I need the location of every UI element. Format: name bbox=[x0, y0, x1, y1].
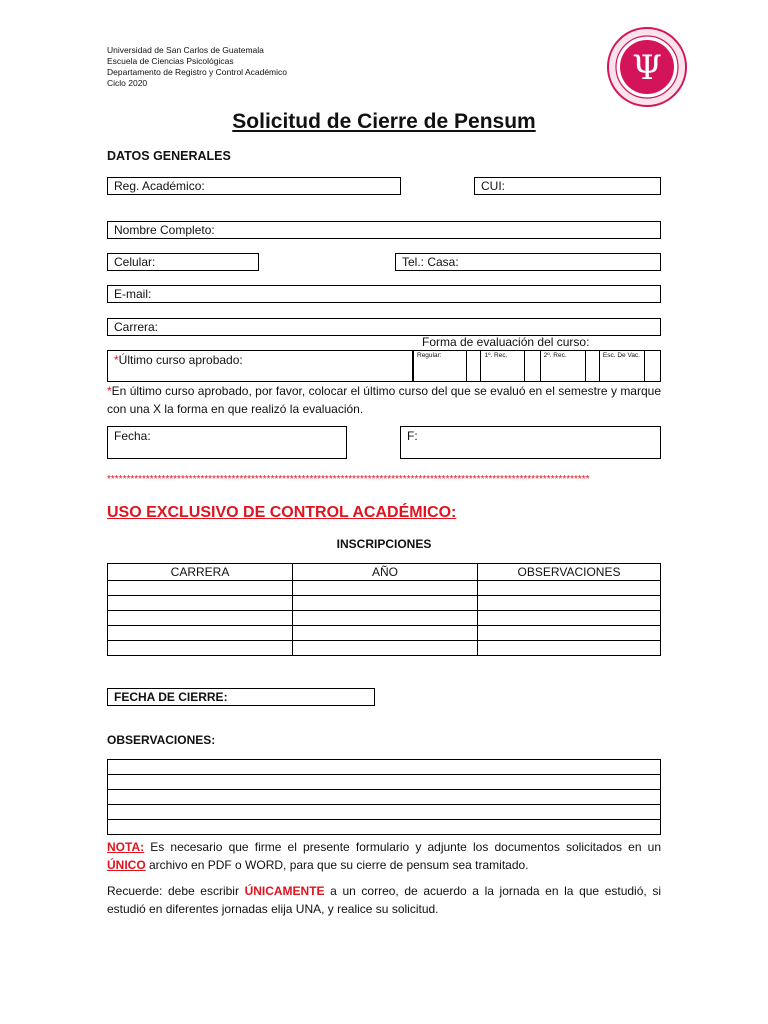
option-esc-vac-checkbox[interactable] bbox=[645, 351, 661, 382]
option-regular-checkbox[interactable] bbox=[467, 351, 481, 382]
carrera-field[interactable] bbox=[107, 318, 661, 336]
option-esc-vac-label: Esc. De Vac. bbox=[599, 351, 644, 382]
recuerde-paragraph bbox=[107, 882, 661, 918]
column-header-ano: AÑO bbox=[293, 564, 478, 581]
observaciones-cell[interactable] bbox=[108, 760, 661, 775]
observaciones-cell[interactable] bbox=[108, 805, 661, 820]
cui-field[interactable] bbox=[474, 177, 661, 195]
table-cell[interactable] bbox=[108, 626, 293, 641]
table-row[interactable] bbox=[108, 626, 661, 641]
observaciones-row[interactable] bbox=[108, 775, 661, 790]
header-line: Departamento de Registro y Control Académico bbox=[107, 67, 288, 77]
column-header-carrera: CARRERA bbox=[108, 564, 293, 581]
fecha-cierre-label: FECHA DE CIERRE: bbox=[114, 690, 228, 704]
nota-unico: ÚNICO bbox=[107, 858, 146, 872]
observaciones-cell[interactable] bbox=[108, 775, 661, 790]
reg-academico-field[interactable] bbox=[107, 177, 401, 195]
firma-label: F: bbox=[407, 429, 418, 443]
fecha-field[interactable] bbox=[107, 426, 347, 459]
institution-header bbox=[107, 45, 287, 89]
table-cell[interactable] bbox=[293, 641, 478, 656]
table-cell[interactable] bbox=[293, 581, 478, 596]
nombre-completo-field[interactable] bbox=[107, 221, 661, 239]
table-cell[interactable] bbox=[108, 611, 293, 626]
nota-text-1: Es necesario que firme el presente formulario y adjunte los documentos solicitados en un bbox=[144, 840, 661, 854]
column-header-observaciones: OBSERVACIONES bbox=[478, 564, 661, 581]
ultimo-curso-label: Último curso aprobado: bbox=[118, 353, 243, 367]
university-seal-logo bbox=[606, 26, 688, 108]
observaciones-lines-table bbox=[107, 759, 661, 835]
table-cell[interactable] bbox=[293, 611, 478, 626]
header-line: Escuela de Ciencias Psicológicas bbox=[107, 56, 234, 66]
inscripciones-heading: INSCRIPCIONES bbox=[336, 537, 432, 551]
recuerde-text-1: Recuerde: debe escribir bbox=[107, 884, 245, 898]
separator-line: **************************************************************************************************************************** bbox=[107, 474, 590, 485]
option-1rec-checkbox[interactable] bbox=[524, 351, 540, 382]
forma-evaluacion-options bbox=[413, 350, 661, 382]
nota-paragraph bbox=[107, 838, 661, 874]
email-field[interactable] bbox=[107, 285, 661, 303]
fecha-cierre-field[interactable] bbox=[107, 688, 375, 706]
firma-field[interactable] bbox=[400, 426, 661, 459]
ultimo-curso-field[interactable] bbox=[107, 350, 413, 382]
table-row[interactable] bbox=[108, 596, 661, 611]
table-header-row bbox=[108, 564, 661, 581]
option-1rec-label: 1º. Rec. bbox=[481, 351, 524, 382]
recuerde-unicamente: ÚNICAMENTE bbox=[244, 884, 325, 898]
required-asterisk: * bbox=[114, 353, 119, 367]
ultimo-curso-note bbox=[107, 382, 661, 418]
observaciones-row[interactable] bbox=[108, 820, 661, 835]
nota-text-2: archivo en PDF o WORD, para que su cierre de pensum sea tramitado. bbox=[145, 858, 529, 872]
option-2rec-checkbox[interactable] bbox=[585, 351, 599, 382]
table-cell[interactable] bbox=[108, 641, 293, 656]
table-cell[interactable] bbox=[293, 596, 478, 611]
table-cell[interactable] bbox=[478, 581, 661, 596]
carrera-label: Carrera: bbox=[114, 320, 159, 334]
table-cell[interactable] bbox=[478, 596, 661, 611]
option-regular-label: Regular: bbox=[414, 351, 467, 382]
observaciones-cell[interactable] bbox=[108, 820, 661, 835]
table-cell[interactable] bbox=[478, 641, 661, 656]
telefono-casa-field[interactable] bbox=[395, 253, 661, 271]
telefono-label: Tel.: Casa: bbox=[402, 255, 459, 269]
table-row[interactable] bbox=[108, 581, 661, 596]
table-cell[interactable] bbox=[293, 626, 478, 641]
nota-label: NOTA: bbox=[107, 840, 145, 854]
table-cell[interactable] bbox=[108, 581, 293, 596]
table-cell[interactable] bbox=[478, 626, 661, 641]
celular-field[interactable] bbox=[107, 253, 259, 271]
inscripciones-table bbox=[107, 563, 661, 656]
observaciones-row[interactable] bbox=[108, 805, 661, 820]
table-cell[interactable] bbox=[478, 611, 661, 626]
recuerde-text-2: a un correo, de acuerdo a la jornada en la que estudió, si estudió en diferentes jornadas elija UNA, y realice su solicitud. bbox=[107, 884, 662, 916]
page-title: Solicitud de Cierre de Pensum bbox=[232, 110, 536, 133]
observaciones-row[interactable] bbox=[108, 760, 661, 775]
nombre-label: Nombre Completo: bbox=[114, 223, 215, 237]
note-asterisk: * bbox=[107, 384, 112, 398]
reg-academico-label: Reg. Académico: bbox=[114, 179, 205, 193]
header-line: Universidad de San Carlos de Guatemala bbox=[107, 45, 264, 55]
forma-evaluacion-label: Forma de evaluación del curso: bbox=[422, 335, 590, 349]
option-2rec-label: 2º. Rec. bbox=[540, 351, 585, 382]
table-row[interactable] bbox=[108, 611, 661, 626]
observaciones-row[interactable] bbox=[108, 790, 661, 805]
header-line: Ciclo 2020 bbox=[107, 78, 148, 88]
fecha-label: Fecha: bbox=[114, 429, 151, 443]
psi-symbol: Ψ bbox=[632, 48, 662, 88]
control-academico-heading: USO EXCLUSIVO DE CONTROL ACADÉMICO: bbox=[107, 504, 457, 521]
table-cell[interactable] bbox=[108, 596, 293, 611]
celular-label: Celular: bbox=[114, 255, 156, 269]
observaciones-heading: OBSERVACIONES: bbox=[107, 733, 216, 747]
table-row[interactable] bbox=[108, 641, 661, 656]
note-text: En último curso aprobado, por favor, colocar el último curso del que se evaluó en el semestre y marque con una X la forma en que realizó la evaluación. bbox=[107, 384, 661, 416]
section-heading-datos: DATOS GENERALES bbox=[107, 149, 231, 163]
observaciones-cell[interactable] bbox=[108, 790, 661, 805]
email-label: E-mail: bbox=[114, 287, 152, 301]
cui-label: CUI: bbox=[481, 179, 505, 193]
